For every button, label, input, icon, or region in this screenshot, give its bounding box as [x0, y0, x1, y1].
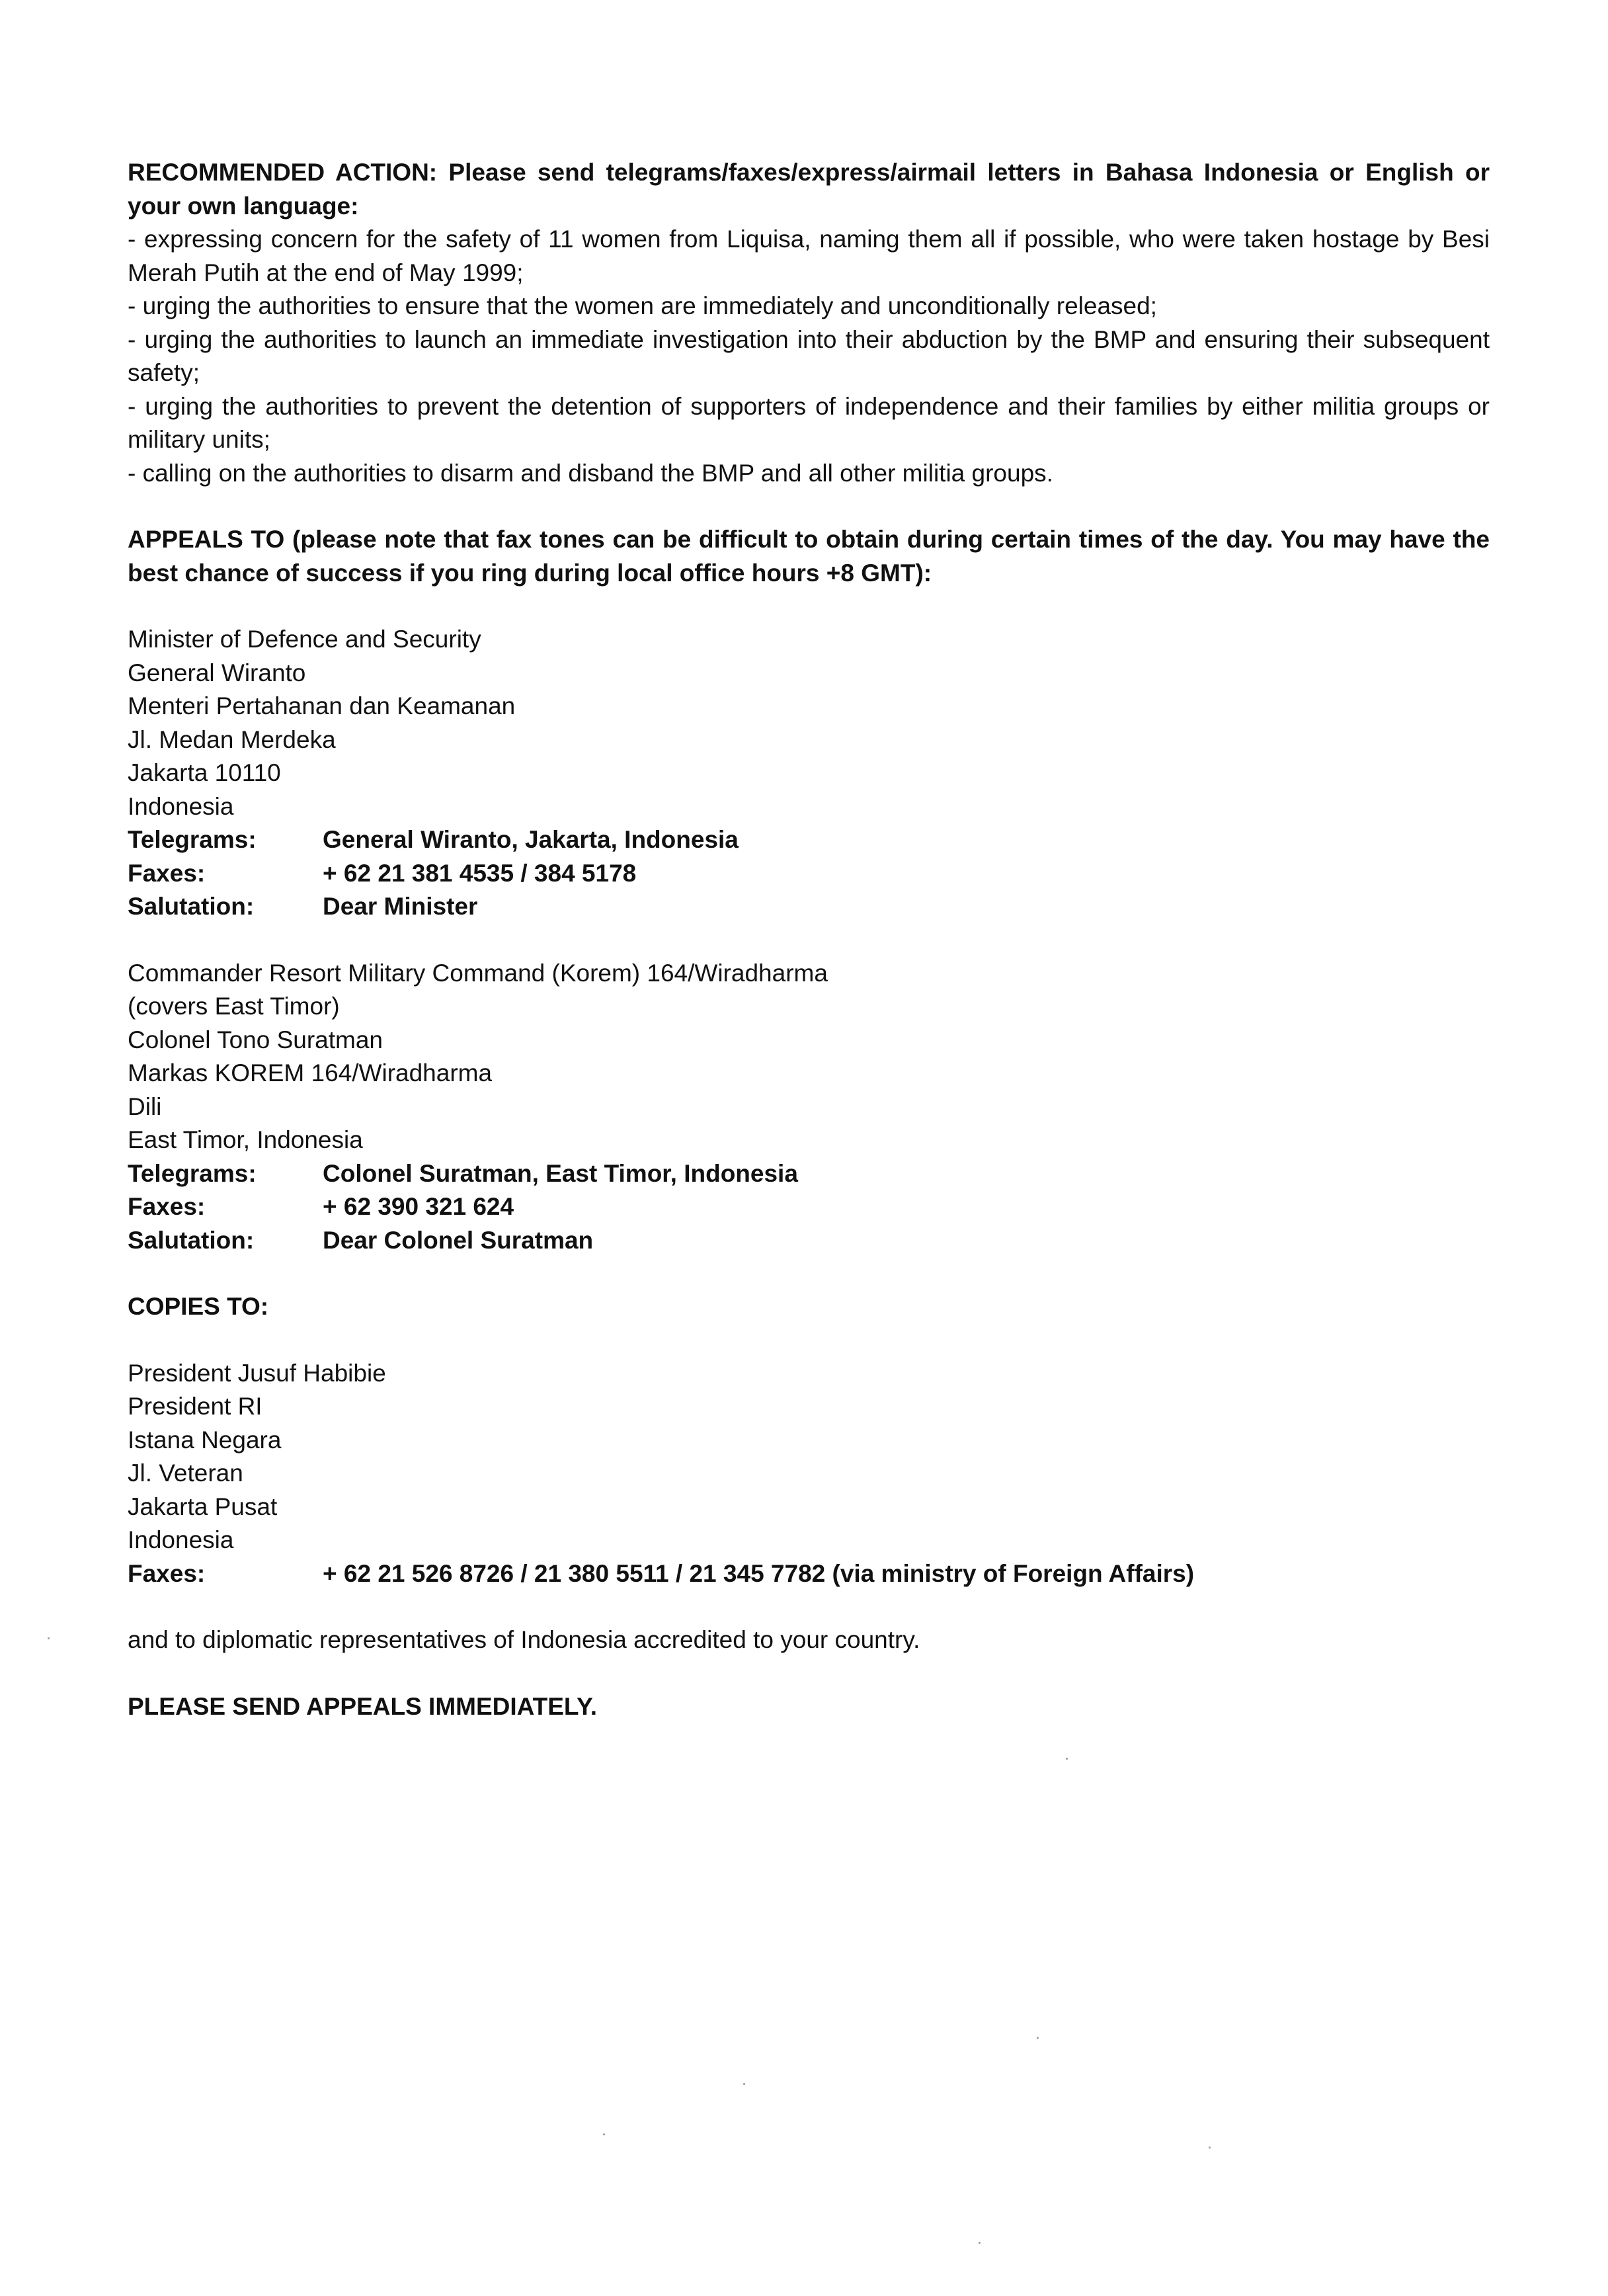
- appeals-to-heading: APPEALS TO (please note that fax tones can be difficult to obtain during certain times of the day. You may have the best chance of success if you ring during local office hours +8 GMT):: [128, 526, 1490, 587]
- salutation-label: Salutation:: [128, 893, 255, 920]
- scan-speck: [1066, 1758, 1068, 1760]
- address-line: Indonesia: [128, 792, 234, 820]
- faxes-label: Faxes:: [128, 1559, 206, 1587]
- salutation-row: [128, 890, 1490, 924]
- copies-to-heading: COPIES TO:: [128, 1293, 269, 1320]
- telegrams-row: [128, 823, 1490, 857]
- telegrams-label: Telegrams:: [128, 826, 257, 853]
- faxes-row: [128, 1557, 1490, 1591]
- telegrams-row: [128, 1157, 1490, 1191]
- action-item: - urging the authorities to launch an immediate investigation into their abduction by the BMP and ensuring their subsequent safety;: [128, 325, 1490, 386]
- address-line: Jakarta Pusat: [128, 1493, 278, 1520]
- address-line: Colonel Tono Suratman: [128, 1026, 383, 1053]
- address-line: (covers East Timor): [128, 993, 340, 1020]
- action-item: - calling on the authorities to disarm and disband the BMP and all other militia groups.: [128, 459, 1053, 487]
- address-line: President Jusuf Habibie: [128, 1359, 386, 1387]
- faxes-row: [128, 1190, 1490, 1224]
- salutation-value: Dear Colonel Suratman: [323, 1226, 594, 1254]
- action-item: - urging the authorities to ensure that the women are immediately and unconditionally released;: [128, 292, 1157, 319]
- faxes-value: + 62 21 381 4535 / 384 5178: [323, 859, 637, 887]
- address-line: Jakarta 10110: [128, 759, 281, 786]
- scan-speck: [1209, 2147, 1211, 2149]
- scan-speck: [1037, 2037, 1039, 2039]
- scan-speck: [603, 2133, 605, 2135]
- scan-speck: [979, 2242, 981, 2244]
- action-item: - urging the authorities to prevent the detention of supporters of independence and their families by either militia groups or military units;: [128, 392, 1490, 453]
- recipient-korem-commander: [128, 957, 1490, 1258]
- address-line: President RI: [128, 1393, 262, 1420]
- address-line: General Wiranto: [128, 659, 306, 686]
- telegrams-value: General Wiranto, Jakarta, Indonesia: [323, 826, 739, 853]
- salutation-row: [128, 1224, 1490, 1258]
- telegrams-label: Telegrams:: [128, 1159, 257, 1187]
- address-line: Indonesia: [128, 1526, 234, 1553]
- address-line: Istana Negara: [128, 1426, 282, 1454]
- recommended-action-heading: RECOMMENDED ACTION: Please send telegrams/faxes/express/airmail letters in Bahasa Indonesia or English or your own language:: [128, 159, 1490, 220]
- salutation-value: Dear Minister: [323, 893, 478, 920]
- salutation-label: Salutation:: [128, 1226, 255, 1254]
- scan-speck: [743, 2083, 745, 2085]
- scan-speck: [48, 1637, 50, 1639]
- address-line: Jl. Veteran: [128, 1459, 243, 1487]
- telegrams-value: Colonel Suratman, East Timor, Indonesia: [323, 1159, 798, 1187]
- recipient-minister-defence: [128, 623, 1490, 924]
- address-line: Menteri Pertahanan dan Keamanan: [128, 692, 516, 719]
- address-line: Jl. Medan Merdeka: [128, 725, 336, 753]
- faxes-row: [128, 857, 1490, 891]
- recipient-president: [128, 1357, 1490, 1591]
- faxes-value: + 62 390 321 624: [323, 1193, 514, 1220]
- faxes-label: Faxes:: [128, 859, 206, 887]
- closing-statement: PLEASE SEND APPEALS IMMEDIATELY.: [128, 1692, 597, 1720]
- document-page: [128, 156, 1490, 1723]
- action-item: - expressing concern for the safety of 11 women from Liquisa, naming them all if possible, who were taken hostage by Besi Merah Putih at the end of May 1999;: [128, 226, 1490, 286]
- address-line: Minister of Defence and Security: [128, 626, 481, 653]
- address-line: Dili: [128, 1092, 162, 1120]
- address-line: Markas KOREM 164/Wiradharma: [128, 1059, 493, 1086]
- faxes-label: Faxes:: [128, 1193, 206, 1220]
- address-line: Commander Resort Military Command (Korem) 164/Wiradharma: [128, 959, 828, 987]
- faxes-value: + 62 21 526 8726 / 21 380 5511 / 21 345 7782 (via ministry of Foreign Affairs): [323, 1559, 1195, 1587]
- address-line: East Timor, Indonesia: [128, 1126, 363, 1153]
- diplomatic-note: and to diplomatic representatives of Indonesia accredited to your country.: [128, 1626, 920, 1653]
